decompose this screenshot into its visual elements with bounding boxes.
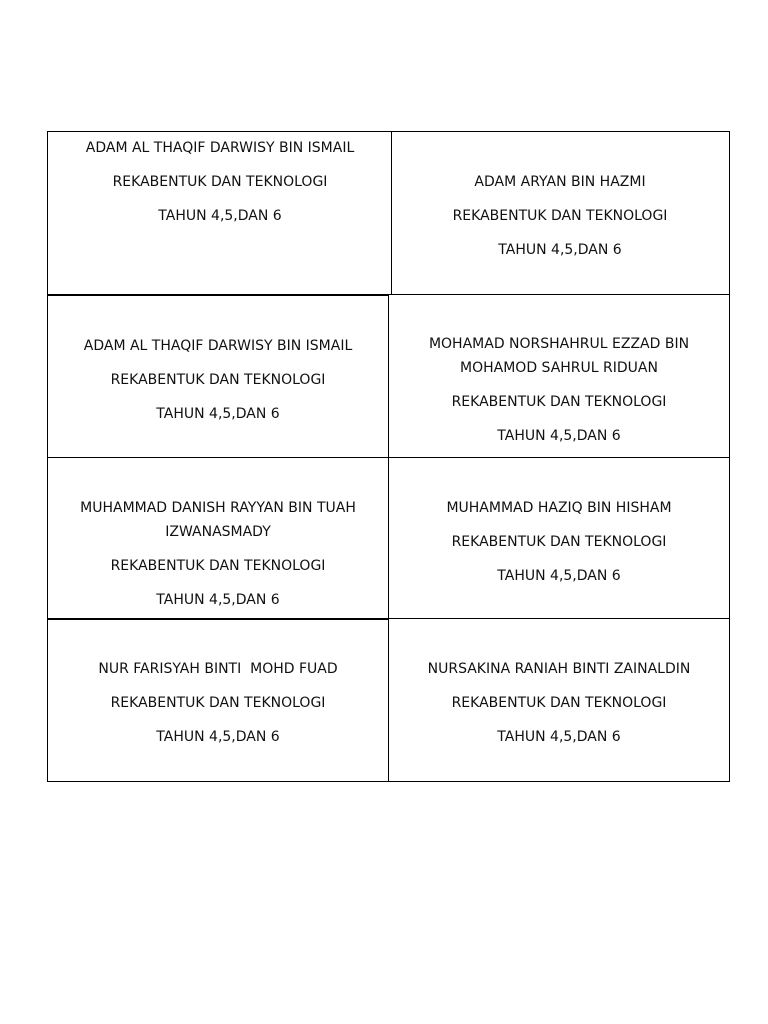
year-level-label: TAHUN 4,5,DAN 6 — [497, 568, 621, 584]
student-name: MUHAMMAD HAZIQ BIN HISHAM — [446, 500, 672, 516]
name-card-5 — [50, 496, 386, 622]
year-level-label: TAHUN 4,5,DAN 6 — [497, 729, 621, 745]
subject-label: REKABENTUK DAN TEKNOLOGI — [112, 174, 328, 190]
student-name: NUR FARISYAH BINTI MOHD FUAD — [98, 661, 338, 677]
year-level-label: TAHUN 4,5,DAN 6 — [156, 729, 280, 745]
name-card-8 — [391, 657, 727, 759]
subject-label: REKABENTUK DAN TEKNOLOGI — [451, 394, 667, 410]
student-name-line-1: MOHAMAD NORSHAHRUL EZZAD BIN — [428, 336, 690, 352]
row-divider-3-right — [388, 618, 730, 619]
year-level-label: TAHUN 4,5,DAN 6 — [158, 208, 282, 224]
student-name-line-2: IZWANASMADY — [165, 524, 271, 540]
column-divider-rest — [388, 294, 389, 782]
name-card-2 — [393, 170, 727, 272]
subject-label: REKABENTUK DAN TEKNOLOGI — [451, 534, 667, 550]
student-name: NURSAKINA RANIAH BINTI ZAINALDIN — [427, 661, 691, 677]
name-card-1 — [52, 136, 388, 238]
year-level-label: TAHUN 4,5,DAN 6 — [497, 428, 621, 444]
subject-label: REKABENTUK DAN TEKNOLOGI — [110, 558, 326, 574]
student-name-line-1: MUHAMMAD DANISH RAYYAN BIN TUAH — [80, 500, 356, 516]
year-level-label: TAHUN 4,5,DAN 6 — [156, 592, 280, 608]
subject-label: REKABENTUK DAN TEKNOLOGI — [452, 208, 668, 224]
subject-label: REKABENTUK DAN TEKNOLOGI — [110, 372, 326, 388]
student-name: ADAM AL THAQIF DARWISY BIN ISMAIL — [85, 140, 355, 156]
name-card-4 — [391, 332, 727, 458]
student-name: ADAM AL THAQIF DARWISY BIN ISMAIL — [83, 338, 353, 354]
name-card-7 — [50, 657, 386, 759]
student-name: ADAM ARYAN BIN HAZMI — [474, 174, 646, 190]
column-divider-top — [391, 131, 392, 295]
subject-label: REKABENTUK DAN TEKNOLOGI — [451, 695, 667, 711]
year-level-label: TAHUN 4,5,DAN 6 — [156, 406, 280, 422]
subject-label: REKABENTUK DAN TEKNOLOGI — [110, 695, 326, 711]
row-divider-1-left — [47, 294, 388, 296]
row-divider-1-right — [388, 294, 730, 295]
year-level-label: TAHUN 4,5,DAN 6 — [498, 242, 622, 258]
student-name-line-2: MOHAMOD SAHRUL RIDUAN — [460, 360, 658, 376]
name-card-6 — [391, 496, 727, 598]
name-card-3 — [50, 334, 386, 436]
